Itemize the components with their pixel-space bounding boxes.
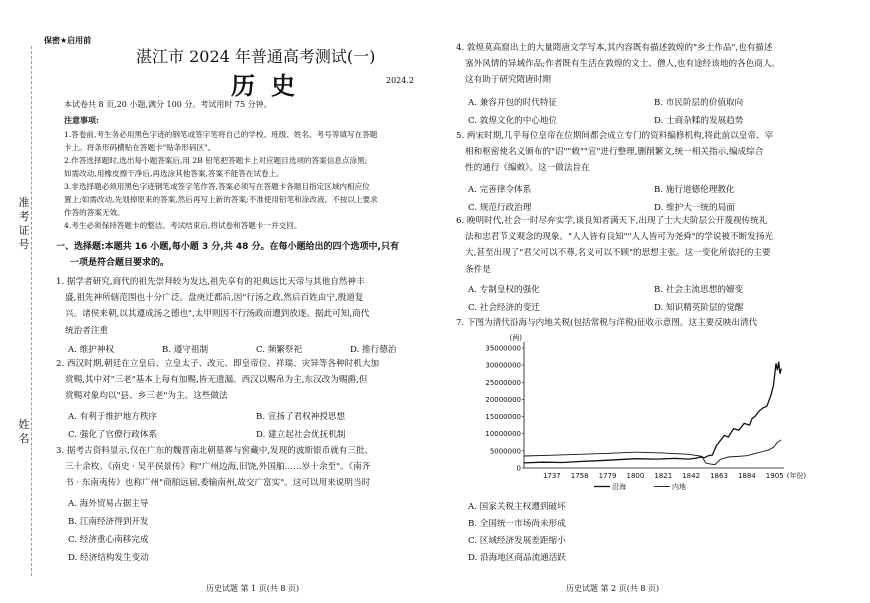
- q4-option-c[interactable]: C. 敦煌文化的中心地位: [468, 116, 558, 126]
- y-tick-label: 25000000: [485, 378, 521, 387]
- q1-option-b[interactable]: B. 遵守祖制: [162, 345, 209, 355]
- customs-chart: [466, 334, 807, 494]
- question-5: 5. 两宋时期,几乎每位皇帝在位期间都会成立专门的资料编修机构,将此前以皇帝、宰 相和枢密使名义颁布的"诏""敕""宣"进行整理,删削繁文,统一相关指示,编成综合 性的通行《编敕》。这一做法旨在: [456, 131, 774, 174]
- notice-heading: 注意事项:: [64, 115, 99, 125]
- exam-number-field: [17, 196, 31, 286]
- q6-option-a[interactable]: A. 专制皇权的强化: [468, 285, 540, 295]
- notice-line: 如需改动,用橡皮擦干净后,再选涂其他答案,答案不能答在试卷上。: [64, 169, 284, 178]
- q2-option-a[interactable]: A. 有利于维护地方秩序: [68, 412, 158, 422]
- exam-date: 2024.2: [386, 76, 414, 85]
- q1-option-a[interactable]: A. 维护神权: [68, 345, 115, 355]
- x-tick-label: 1863: [710, 472, 728, 480]
- y-tick-label: 20000000: [485, 395, 521, 404]
- notice-line: 作答的答案无效。: [64, 208, 125, 217]
- x-tick-label: 1779: [598, 472, 617, 480]
- footer-left: 历史试题 第 1 页(共 8 页): [206, 584, 300, 593]
- exam-title: 湛江市 2024 年普通高考测试(一): [136, 47, 376, 66]
- notice-line: 3.非选择题必须用黑色字迹钢笔或签字笔作答,答案必须写在答题卡各题目指定区域内相应位: [64, 182, 370, 191]
- y-tick-label: 35000000: [485, 344, 521, 353]
- q6-option-c[interactable]: C. 社会经济的变迁: [468, 303, 540, 313]
- q3-option-c[interactable]: C. 经济重心南移完成: [68, 535, 149, 545]
- legend-label: 沿海: [612, 483, 626, 491]
- y-tick-label: 15000000: [485, 413, 521, 422]
- question-2: 2. 西汉时期,朝廷在立皇后、立皇太子、改元、即皇帝位、祥瑞、灾异等各种时机大加 赏赐,其中对"三老"基本上每有加赐,皆无遗漏。西汉以赐帛为主,东汉改为赐爵,但 赏赐对象均以"县、乡三老"为主。这些做法: [56, 359, 380, 402]
- binding-line: [31, 46, 32, 576]
- name-field: [17, 418, 31, 498]
- q1-option-d[interactable]: D. 推行德治: [350, 345, 397, 355]
- q7-option-c[interactable]: C. 区域经济发展差距缩小: [468, 536, 566, 546]
- exam-intro: 本试卷共 8 页,20 小题,满分 100 分。考试用时 75 分钟。: [64, 100, 272, 109]
- series-line-inland: [524, 440, 781, 465]
- y-tick-label: 0: [516, 464, 521, 473]
- name-label: 姓名: [18, 418, 30, 445]
- subject-title: 历史: [231, 71, 311, 100]
- footer-right: 历史试题 第 2 页(共 8 页): [566, 584, 660, 593]
- q3-option-d[interactable]: D. 经济结构发生变动: [68, 553, 149, 563]
- q7-option-a[interactable]: A. 国家关税主权遭到破坏: [468, 502, 566, 512]
- section-heading: 一、选择题:本题共 16 小题,每小题 3 分,共 48 分。在每小题给出的四个选项中,只有 一项是符合题目要求的。: [56, 242, 399, 268]
- y-tick-label: 5000000: [489, 447, 521, 456]
- q5-option-d[interactable]: D. 维护大一统的局面: [654, 203, 735, 213]
- q7-option-d[interactable]: D. 沿海地区商品流通活跃: [468, 553, 566, 563]
- x-tick-label: 1737: [542, 472, 561, 480]
- y-tick-label: 10000000: [485, 430, 521, 439]
- x-tick-label: 1884: [737, 472, 756, 480]
- q2-option-d[interactable]: D. 建立起社会优抚机制: [256, 430, 346, 440]
- q4-option-b[interactable]: B. 市民阶层的价值取向: [654, 98, 744, 108]
- customs-chart-svg: [466, 334, 807, 494]
- y-axis-label: (两): [509, 334, 522, 342]
- legend-label: 内地: [672, 483, 686, 491]
- question-3: 3. 据考古资料显示,仅在广东的魏晋南北朝墓葬与窖藏中,发现的波斯银币就有三批、 三十余枚。《南史 · 吴平侯景传》称"广州边海,旧饶,外国舶……岁十余至"。《南齐 书 · 东南夷传》也称广州"商舶远届,委输南州,故交广富实"。这可以用来说明当时: [56, 446, 374, 489]
- question-6: 6. 晚明时代,社会一时尽弃实学,谈良知者满天下,出现了士大夫阶层公开蔑视传统礼 法和忠君节义观念的现象。"人人皆有良知""人人皆可为尧舜"的学说被不断发扬光 大,甚至出现了"君父可以不尊,名义可以不顾"的思想主张。这一变化所依托的主要 条件是: [456, 216, 774, 275]
- q4-option-d[interactable]: D. 士商杂糅的发展趋势: [654, 116, 744, 126]
- x-tick-label: 1821: [654, 472, 673, 480]
- q3-option-b[interactable]: B. 江南经济得到开发: [68, 517, 149, 527]
- notice-line: 4.考生必须保持答题卡的整洁。考试结束后,将试卷和答题卡一并交回。: [64, 221, 302, 230]
- q2-option-c[interactable]: C. 强化了官僚行政体系: [68, 430, 158, 440]
- exam-number-label: 准考证号: [18, 196, 30, 251]
- question-4: 4. 敦煌莫高窟出土的大量隋唐文学写本,其内容既有描述敦煌的"乡土作品",也有描述 塞外风情的异域作品;作者既有生活在敦煌的文士、僧人,也有途经该地的各色商人。 这有助于研究隋唐时期: [456, 43, 781, 86]
- x-tick-label: 1758: [570, 472, 589, 480]
- q5-option-a[interactable]: A. 完善律令体系: [468, 185, 532, 195]
- question-1: 1. 据学者研究,商代的祖先崇拜较为发达,祖先享有的祀典远比天帝与其他自然神丰 盛,祖先神所辖范围也十分广泛。盘庚迁都后,因"行汤之政,然后百姓由宁,殷道复 兴。诸侯来朝,以其遵成汤之德也",太甲则因不行汤政而遭到放逐。据此可知,商代 统治者注重: [56, 277, 370, 336]
- q6-option-d[interactable]: D. 知识精英阶层的觉醒: [654, 303, 744, 313]
- q6-option-b[interactable]: B. 社会主流思想的嬗变: [654, 285, 744, 295]
- q1-option-c[interactable]: C. 频繁祭祀: [256, 345, 303, 355]
- question-7: 7. 下图为清代沿海与内地关税(包括常税与洋税)征收示意图。这主要反映出清代: [456, 318, 758, 328]
- x-axis-label: (年份): [786, 472, 807, 480]
- secret-mark: 保密★启用前: [44, 36, 92, 45]
- x-tick-label: 1905: [765, 472, 784, 480]
- q5-option-c[interactable]: C. 规范行政治理: [468, 203, 532, 213]
- notice-line: 置上;如需改动,先划掉原来的答案,然后再写上新的答案;不准使用铅笔和涂改液。不按以上要求: [64, 195, 378, 204]
- q7-option-b[interactable]: B. 全国统一市场尚未形成: [468, 519, 566, 529]
- notice-line: 1.答卷前,考生务必用黑色字迹的钢笔或签字笔将自己的学校、班级、姓名、考号等填写在答题: [64, 130, 378, 139]
- x-tick-label: 1800: [626, 472, 645, 480]
- y-tick-label: 30000000: [485, 361, 521, 370]
- q5-option-b[interactable]: B. 施行道德伦理教化: [654, 185, 735, 195]
- q4-option-a[interactable]: A. 兼容并包的时代特征: [468, 98, 558, 108]
- series-line-coastal: [524, 362, 781, 463]
- x-tick-label: 1842: [682, 472, 701, 480]
- notice-line: 卡上。将条形码横贴在答题卡"贴条形码区"。: [64, 143, 216, 152]
- notice-line: 2.作答选择题时,选出每小题答案后,用 2B 铅笔把答题卡上对应题目选项的答案信息点涂黑;: [64, 156, 368, 165]
- q2-option-b[interactable]: B. 宣扬了君权神授思想: [256, 412, 346, 422]
- q3-option-a[interactable]: A. 海外贸易占据主导: [68, 499, 149, 509]
